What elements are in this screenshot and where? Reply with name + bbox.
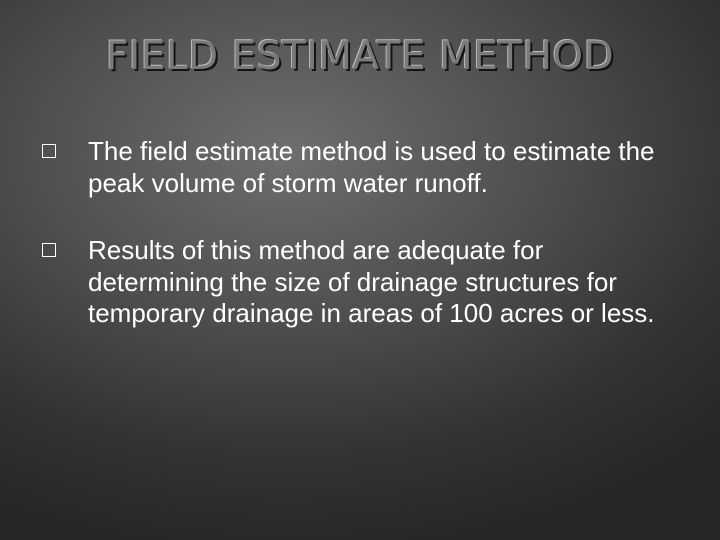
hollow-square-icon <box>42 243 56 257</box>
bullet-text: Results of this method are adequate for determining the size of drainage structures for temporary drainage in areas of 100 acres or less. <box>88 235 655 328</box>
bullet-text: The field estimate method is used to estimate the peak volume of storm water runoff. <box>88 136 655 198</box>
bullet-list <box>40 136 680 366</box>
bullet-item <box>40 136 680 199</box>
bullet-item <box>40 235 680 330</box>
hollow-square-icon <box>42 144 56 158</box>
slide-title: FIELD ESTIMATE METHOD <box>105 34 615 79</box>
